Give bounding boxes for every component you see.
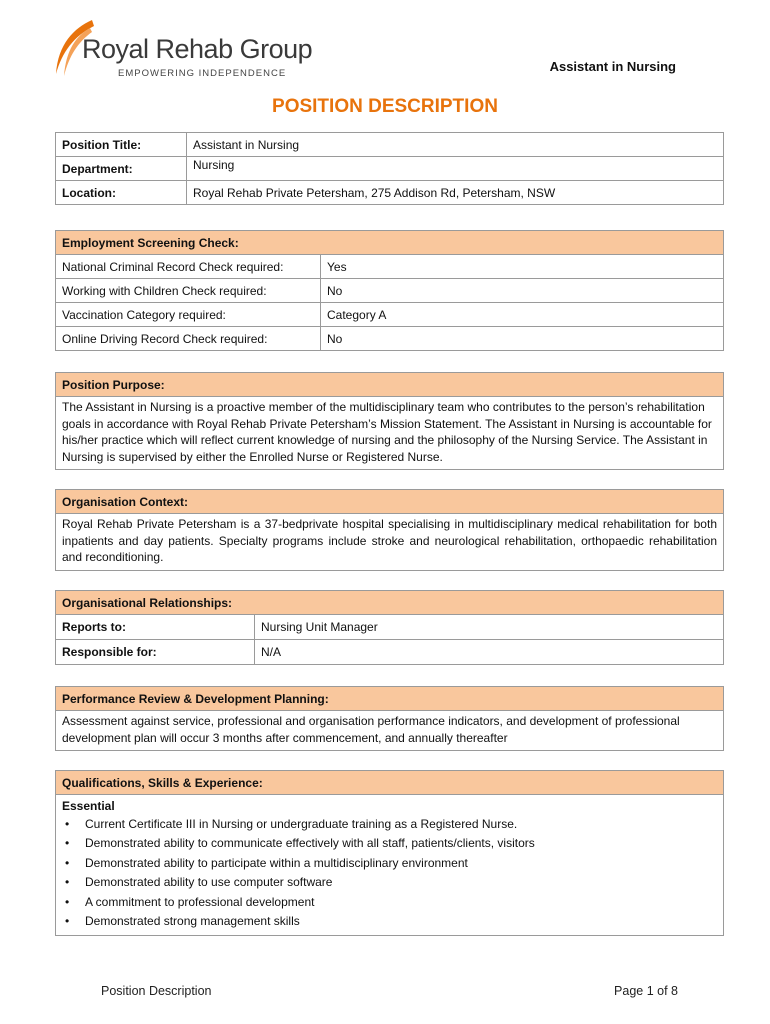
review-table [55, 686, 724, 751]
screening-row [56, 303, 724, 327]
purpose-text: The Assistant in Nursing is a proactive member of the multidisciplinary team who contributes to the person’s rehabilitation goals in accordance with Royal Rehab Private Petersham’s Mission Statement. The Assistant in Nursing is accountable for his/her practice which will reflect current knowledge of nursing and the philosophy of the Nursing Service. The Assistant in Nursing is supervised by either the Enrolled Nurse or Registered Nurse. [56, 397, 724, 470]
list-item [62, 815, 717, 834]
qualifications-list [62, 815, 717, 931]
logo-tagline: EMPOWERING INDEPENDENCE [118, 68, 287, 79]
responsible-for-value: N/A [255, 640, 724, 665]
bullet-icon: • [65, 894, 70, 909]
screening-row [56, 279, 724, 303]
responsible-for-label: Responsible for: [56, 640, 255, 665]
screening-value: No [321, 279, 724, 303]
relationships-table [55, 590, 724, 665]
header-role: Assistant in Nursing [549, 59, 676, 74]
context-text: Royal Rehab Private Petersham is a 37-bedprivate hospital specialising in multidisciplinary medical rehabilitation for both inpatients and day patients. Specialty programs include stroke and neurological rehabilitation, orthopaedic rehabilitation and reconditioning. [56, 514, 724, 571]
reports-to-label: Reports to: [56, 615, 255, 640]
list-item-text: Demonstrated ability to use computer software [85, 875, 333, 890]
screening-value: Yes [321, 255, 724, 279]
screening-label: Online Driving Record Check required: [56, 327, 321, 351]
screening-row [56, 255, 724, 279]
essential-subheading: Essential [62, 799, 115, 813]
list-item-text: Demonstrated strong management skills [85, 914, 300, 929]
list-item [62, 834, 717, 853]
bullet-icon: • [65, 875, 70, 890]
page-title: POSITION DESCRIPTION [272, 96, 498, 117]
position-table [55, 132, 724, 205]
relationships-row [56, 615, 724, 640]
screening-row [56, 327, 724, 351]
list-item [62, 912, 717, 931]
department-label: Department: [56, 157, 187, 181]
position-title-label: Position Title: [56, 133, 187, 157]
screening-heading: Employment Screening Check: [56, 231, 724, 255]
review-heading: Performance Review & Development Planning: [56, 687, 724, 711]
list-item-text: Demonstrated ability to participate within a multidisciplinary environment [85, 855, 468, 870]
bullet-icon: • [65, 855, 70, 870]
purpose-table [55, 372, 724, 470]
screening-table [55, 230, 724, 351]
relationships-heading: Organisational Relationships: [56, 591, 724, 615]
screening-label: Vaccination Category required: [56, 303, 321, 327]
list-item-text: A commitment to professional development [85, 894, 315, 909]
screening-value: No [321, 327, 724, 351]
footer-document-name: Position Description [101, 984, 212, 998]
location-value: Royal Rehab Private Petersham, 275 Addison Rd, Petersham, NSW [187, 181, 724, 205]
reports-to-value: Nursing Unit Manager [255, 615, 724, 640]
list-item-text: Current Certificate III in Nursing or undergraduate training as a Registered Nurse. [85, 817, 518, 831]
context-heading: Organisation Context: [56, 490, 724, 514]
relationships-row [56, 640, 724, 665]
position-row [56, 157, 724, 181]
bullet-icon: • [65, 836, 70, 851]
logo-name: Royal Rehab Group [82, 34, 313, 64]
list-item-text: Demonstrated ability to communicate effectively with all staff, patients/clients, visitors [85, 836, 535, 851]
location-label: Location: [56, 181, 187, 205]
bullet-icon: • [65, 817, 70, 831]
screening-label: National Criminal Record Check required: [56, 255, 321, 279]
qualifications-heading: Qualifications, Skills & Experience: [56, 771, 724, 795]
list-item [62, 854, 717, 873]
qualifications-table [55, 770, 724, 936]
position-row [56, 133, 724, 157]
bullet-icon: • [65, 914, 70, 929]
purpose-heading: Position Purpose: [56, 373, 724, 397]
screening-label: Working with Children Check required: [56, 279, 321, 303]
footer-page-number: Page 1 of 8 [614, 984, 678, 998]
context-table [55, 489, 724, 571]
position-row [56, 181, 724, 205]
position-title-value: Assistant in Nursing [187, 133, 724, 157]
list-item [62, 873, 717, 892]
review-text: Assessment against service, professional and organisation performance indicators, and development of professional development plan will occur 3 months after commencement, and annually thereafter [56, 711, 724, 751]
company-logo [52, 18, 312, 82]
list-item [62, 893, 717, 912]
screening-value: Category A [321, 303, 724, 327]
qualifications-body [56, 795, 724, 936]
department-value: Nursing [187, 157, 724, 181]
